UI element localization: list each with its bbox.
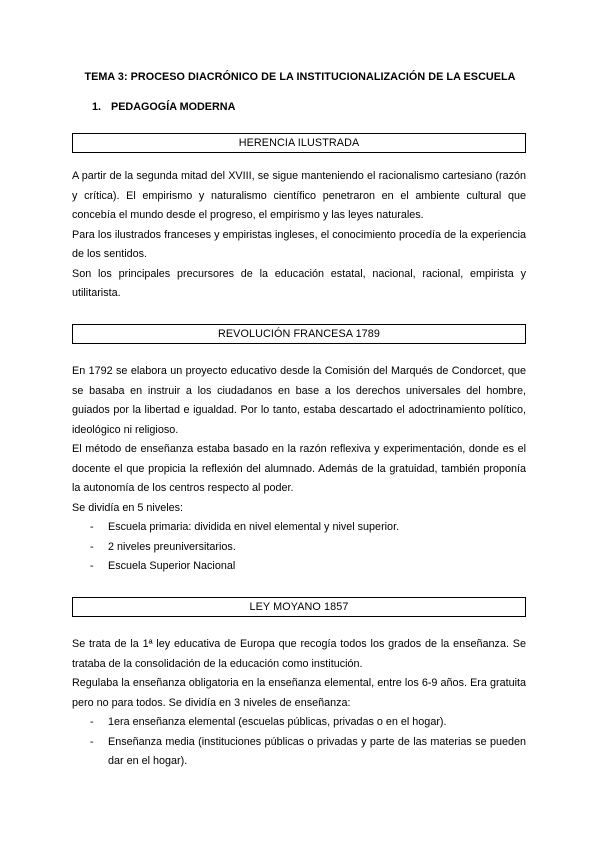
section-body-revolucion-francesa bbox=[72, 362, 526, 577]
levels-list bbox=[72, 713, 526, 772]
paragraph: Regulaba la enseñanza obligatoria en la enseñanza elemental, entre los 6-9 años. Era gratuita pero no para todos. Se dividía en 3 niveles de enseñanza: bbox=[72, 677, 526, 709]
section-subtitle bbox=[92, 100, 235, 114]
paragraph: A partir de la segunda mitad del XVIII, se sigue manteniendo el racionalismo cartesiano (razón y crítica). El empirismo y naturalismo científico penetraron en el ambiente cultural que concebía el mundo desde el progreso, el empirismo y las leyes naturales. bbox=[72, 170, 526, 221]
subtitle-text: PEDAGOGÍA MODERNA bbox=[111, 101, 236, 113]
paragraph: Se dividía en 5 niveles: bbox=[72, 501, 184, 514]
section-heading-ley-moyano: LEY MOYANO 1857 bbox=[72, 597, 526, 617]
list-item: - Enseñanza media (instituciones públicas o privadas y parte de las materias se pueden dar en el hogar). bbox=[72, 733, 526, 772]
section-heading-herencia-ilustrada: HERENCIA ILUSTRADA bbox=[72, 133, 526, 153]
levels-list bbox=[72, 518, 526, 577]
dash-bullet: - bbox=[90, 735, 94, 748]
paragraph: Se trata de la 1ª ley educativa de Europa que recogía todos los grados de la enseñanza. Se trataba de la consolidación de la educación como institución. bbox=[72, 638, 526, 670]
paragraph: Son los principales precursores de la educación estatal, nacional, racional, empirista y utilitarista. bbox=[72, 267, 526, 299]
dash-bullet: - bbox=[90, 540, 94, 553]
dash-bullet: - bbox=[90, 560, 94, 572]
dash-bullet: - bbox=[90, 521, 94, 533]
dash-bullet: - bbox=[90, 716, 94, 728]
list-item: - 1era enseñanza elemental (escuelas públicas, privadas o en el hogar). bbox=[72, 713, 526, 733]
paragraph: El método de enseñanza estaba basado en la razón reflexiva y experimentación, donde es el docente el que propicia la reflexión del alumnado. Además de la gratuidad, también proponía la autonomía de los centros respecto al poder. bbox=[72, 443, 526, 494]
document-title: TEMA 3: PROCESO DIACRÓNICO DE LA INSTITUCIONALIZACIÓN DE LA ESCUELA bbox=[84, 71, 516, 83]
section-body-herencia-ilustrada bbox=[72, 167, 526, 304]
list-item: - 2 niveles preuniversitarios. bbox=[72, 538, 526, 558]
section-heading-revolucion-francesa: REVOLUCIÓN FRANCESA 1789 bbox=[72, 324, 526, 344]
paragraph: Para los ilustrados franceses y empiristas ingleses, el conocimiento procedía de la experiencia de los sentidos. bbox=[72, 228, 526, 260]
paragraph: En 1792 se elabora un proyecto educativo desde la Comisión del Marqués de Condorcet, que se basaba en instruir a los ciudadanos en base a los derechos universales del hombre, guiados por la libertad e igualdad. Por lo tanto, estaba descartado el adoctrinamiento político, ideológico ni religioso. bbox=[72, 365, 526, 436]
list-item: - Escuela Superior Nacional bbox=[72, 557, 526, 577]
subtitle-number: 1. bbox=[92, 101, 102, 113]
section-body-ley-moyano bbox=[72, 635, 526, 772]
list-item: - Escuela primaria: dividida en nivel elemental y nivel superior. bbox=[72, 518, 526, 538]
